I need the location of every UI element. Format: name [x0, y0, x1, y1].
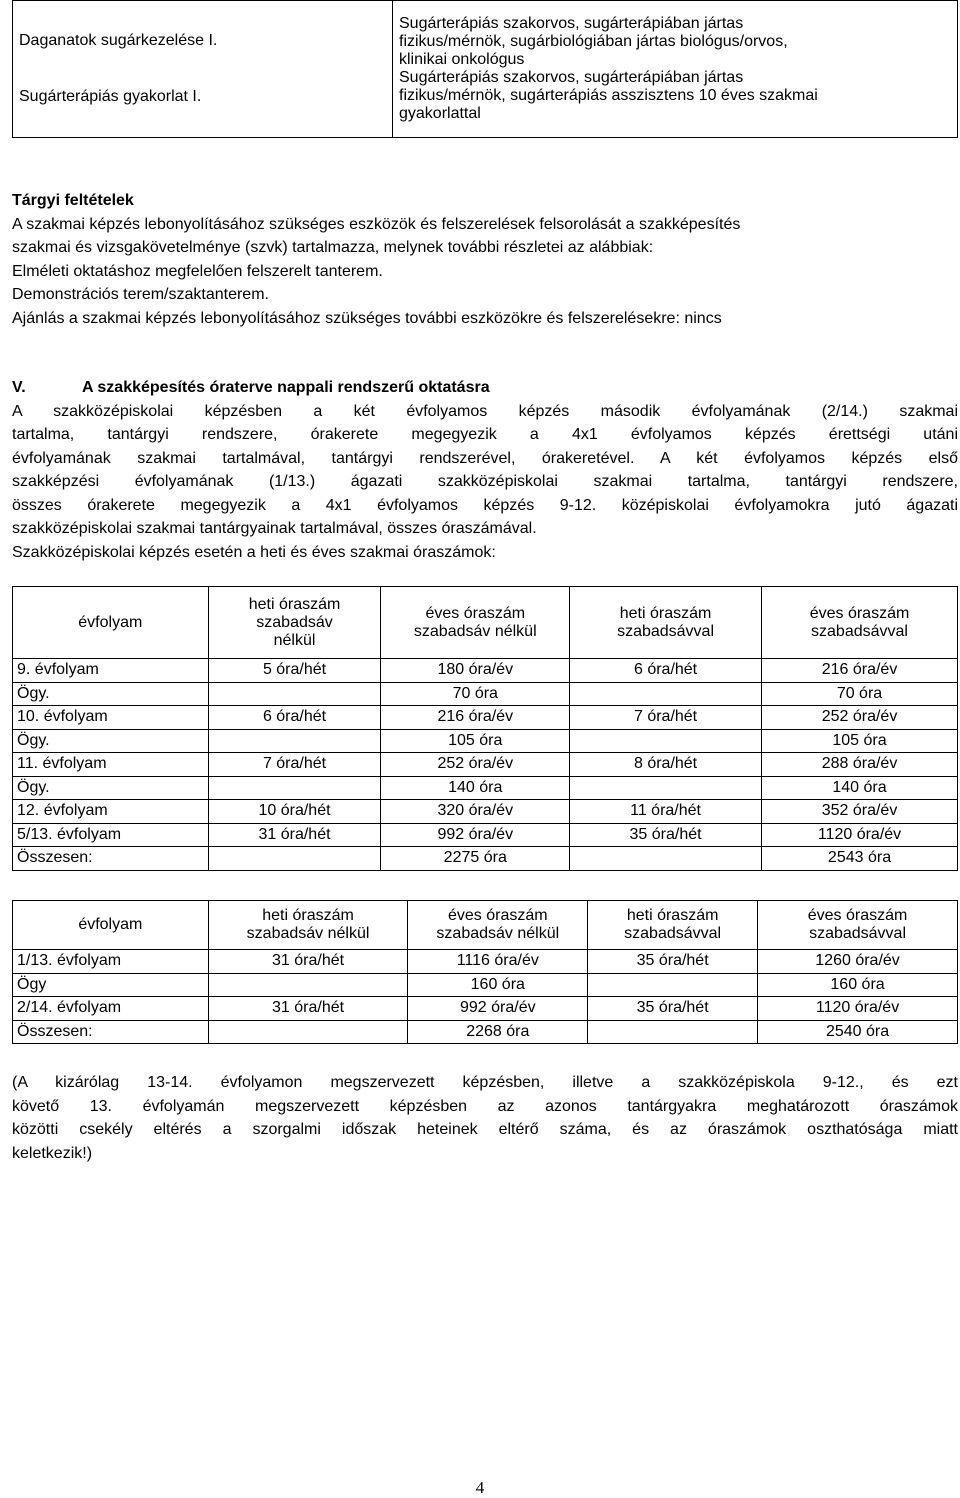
table2-body	[13, 950, 958, 1044]
table-cell: 140 óra	[762, 776, 958, 800]
table-cell: 6 óra/hét	[208, 706, 381, 730]
table-cell: 180 óra/év	[381, 659, 570, 683]
qualification-line: Sugárterápiás szakorvos, sugárterápiában jártas	[399, 69, 744, 86]
qualification-line: fizikus/mérnök, sugárbiológiában jártas biológus/orvos,	[399, 33, 788, 50]
table-cell: 105 óra	[381, 729, 570, 753]
table-cell: 5/13. évfolyam	[13, 823, 209, 847]
table-cell: 70 óra	[381, 682, 570, 706]
table-cell: 1260 óra/év	[758, 950, 958, 974]
table-cell: 31 óra/hét	[208, 823, 381, 847]
table1-header: évfolyam	[13, 587, 209, 659]
note-line: keletkezik!)	[12, 1144, 93, 1162]
table-cell: 288 óra/év	[762, 753, 958, 777]
table-cell: 2/14. évfolyam	[13, 997, 209, 1021]
table-cell: 2268 óra	[408, 1020, 588, 1044]
table-cell: 320 óra/év	[381, 800, 570, 824]
table-cell: 2275 óra	[381, 847, 570, 871]
table-cell: 160 óra	[408, 973, 588, 997]
table-cell: 105 óra	[762, 729, 958, 753]
targyi-line: Elméleti oktatáshoz megfelelően felszerelt tanterem.	[12, 262, 383, 280]
table2-header: heti óraszám szabadsáv nélkül	[208, 901, 408, 950]
table-cell	[588, 1020, 758, 1044]
section-v-line: évfolyamának szakmai tartalmával, tantárgyi rendszerével, órakeretével. A két évfolyamos képzés első	[12, 449, 958, 467]
table-cell: 70 óra	[762, 682, 958, 706]
table-row	[13, 823, 958, 847]
table-cell: 1/13. évfolyam	[13, 950, 209, 974]
table-cell: 31 óra/hét	[208, 997, 408, 1021]
table-cell: 352 óra/év	[762, 800, 958, 824]
table2-header: éves óraszám szabadsávval	[758, 901, 958, 950]
targyi-line: A szakmai képzés lebonyolításához szükséges eszközök és felszerelések felsorolását a szakképesítés	[12, 215, 741, 233]
table-cell: 216 óra/év	[762, 659, 958, 683]
targyi-line: szakmai és vizsgakövetelménye (szvk) tartalmazza, melynek további részletei az alábbiak:	[12, 239, 654, 256]
table-cell: 252 óra/év	[762, 706, 958, 730]
table1-body	[13, 659, 958, 871]
table-cell	[588, 973, 758, 997]
table-cell: 8 óra/hét	[570, 753, 762, 777]
note-line: (A kizárólag 13-14. évfolyamon megszervezett képzésben, illetve a szakközépiskola 9-12., és ezt	[12, 1074, 958, 1091]
table-cell: 35 óra/hét	[570, 823, 762, 847]
table2-header: éves óraszám szabadsáv nélkül	[408, 901, 588, 950]
table-cell	[570, 682, 762, 706]
subject-2: Sugárterápiás gyakorlat I.	[19, 88, 202, 105]
section-v-heading	[12, 376, 958, 400]
section-v	[12, 376, 958, 564]
table1-header: heti óraszám szabadsáv nélkül	[208, 587, 381, 659]
qualification-line: gyakorlattal	[399, 105, 481, 122]
table-row	[13, 847, 958, 871]
section-v-line: tartalma, tantárgyi rendszere, órakerete megegyezik a 4x1 évfolyamos képzés érettségi utáni	[12, 426, 958, 443]
table-cell: 9. évfolyam	[13, 659, 209, 683]
table2-header: évfolyam	[13, 901, 209, 950]
table-cell: 35 óra/hét	[588, 997, 758, 1021]
table-cell: 992 óra/év	[381, 823, 570, 847]
subject-1: Daganatok sugárkezelése I.	[19, 32, 218, 49]
table-cell: 1120 óra/év	[762, 823, 958, 847]
targyi-section	[12, 189, 958, 330]
targyi-heading: Tárgyi feltételek	[12, 192, 134, 209]
table-cell: 31 óra/hét	[208, 950, 408, 974]
table-cell: Ögy.	[13, 776, 209, 800]
table-cell	[208, 776, 381, 800]
section-v-intro: Szakközépiskolai képzés esetén a heti és éves szakmai óraszámok:	[12, 543, 496, 561]
table-row	[13, 753, 958, 777]
table-cell: 7 óra/hét	[208, 753, 381, 777]
table-cell	[208, 729, 381, 753]
table-cell	[570, 776, 762, 800]
table-cell: 2543 óra	[762, 847, 958, 871]
note-line: követő 13. évfolyamán megszervezett képzésben az azonos tantárgyakra meghatározott óraszámok	[12, 1097, 958, 1115]
table-row	[13, 729, 958, 753]
table-row	[13, 800, 958, 824]
targyi-line: Demonstrációs terem/szaktanterem.	[12, 286, 269, 303]
table-row	[13, 776, 958, 800]
note-line: közötti csekély eltérés a szorgalmi időszak heteinek eltérő száma, és az óraszámok oszthatósága miatt	[12, 1121, 958, 1138]
table-cell: 6 óra/hét	[570, 659, 762, 683]
hours-table-1	[12, 586, 958, 871]
table-cell: Ögy	[13, 973, 209, 997]
table-cell: 10. évfolyam	[13, 706, 209, 730]
table-row	[13, 1020, 958, 1044]
table-cell: 1116 óra/év	[408, 950, 588, 974]
table-cell: 216 óra/év	[381, 706, 570, 730]
table-cell: 12. évfolyam	[13, 800, 209, 824]
table-cell: Ögy.	[13, 682, 209, 706]
table-cell: 7 óra/hét	[570, 706, 762, 730]
table-row	[13, 950, 958, 974]
section-number: V.	[12, 379, 26, 396]
section-v-line: szakközépiskolai szakmai tantárgyainak tartalmával, összes óraszámával.	[12, 520, 537, 537]
table-row	[13, 973, 958, 997]
table-cell	[208, 682, 381, 706]
table-cell: 35 óra/hét	[588, 950, 758, 974]
qualification-line: Sugárterápiás szakorvos, sugárterápiában jártas	[399, 15, 744, 32]
table1-header: heti óraszám szabadsávval	[570, 587, 762, 659]
table-cell	[570, 729, 762, 753]
table-cell: 10 óra/hét	[208, 800, 381, 824]
table-cell: Ögy.	[13, 729, 209, 753]
table1-header: éves óraszám szabadsávval	[762, 587, 958, 659]
section-v-line: összes órakerete megegyezik a 4x1 évfolyamos képzés 9-12. középiskolai évfolyamokra jutó ágazati	[12, 496, 958, 514]
subjects-cell	[13, 1, 393, 138]
table-cell: 992 óra/év	[408, 997, 588, 1021]
table-cell: 2540 óra	[758, 1020, 958, 1044]
table-cell: 11. évfolyam	[13, 753, 209, 777]
table-cell: 1120 óra/év	[758, 997, 958, 1021]
table1-header: éves óraszám szabadsáv nélkül	[381, 587, 570, 659]
qualifications-cell	[393, 1, 958, 138]
table-cell: 5 óra/hét	[208, 659, 381, 683]
table2-header: heti óraszám szabadsávval	[588, 901, 758, 950]
table-row	[13, 659, 958, 683]
table-cell	[208, 973, 408, 997]
note-paragraph	[12, 1071, 958, 1165]
table-cell: 11 óra/hét	[570, 800, 762, 824]
table-cell: 160 óra	[758, 973, 958, 997]
table-cell: 140 óra	[381, 776, 570, 800]
table-cell: Összesen:	[13, 1020, 209, 1044]
instructor-table	[12, 0, 958, 138]
section-v-line: A szakközépiskolai képzésben a két évfolyamos képzés második évfolyamának (2/14.) szakmai	[12, 402, 958, 420]
table-cell	[208, 1020, 408, 1044]
targyi-line: Ajánlás a szakmai képzés lebonyolításához szükséges további eszközökre és felszerelésekre: nincs	[12, 309, 722, 327]
hours-table-2	[12, 900, 958, 1044]
table-cell: Összesen:	[13, 847, 209, 871]
section-v-line: szakképzési évfolyamának (1/13.) ágazati szakközépiskolai szakmai tartalma, tantárgyi rendszere,	[12, 473, 958, 490]
table-cell	[208, 847, 381, 871]
table-cell	[570, 847, 762, 871]
qualification-line: klinikai onkológus	[399, 51, 525, 68]
section-title: A szakképesítés óraterve nappali rendszerű oktatásra	[82, 379, 490, 396]
page-number: 4	[475, 1478, 485, 1497]
table-cell: 252 óra/év	[381, 753, 570, 777]
qualification-line: fizikus/mérnök, sugárterápiás asszisztens 10 éves szakmai	[399, 87, 818, 104]
table-row	[13, 706, 958, 730]
table-row	[13, 682, 958, 706]
table-row	[13, 997, 958, 1021]
